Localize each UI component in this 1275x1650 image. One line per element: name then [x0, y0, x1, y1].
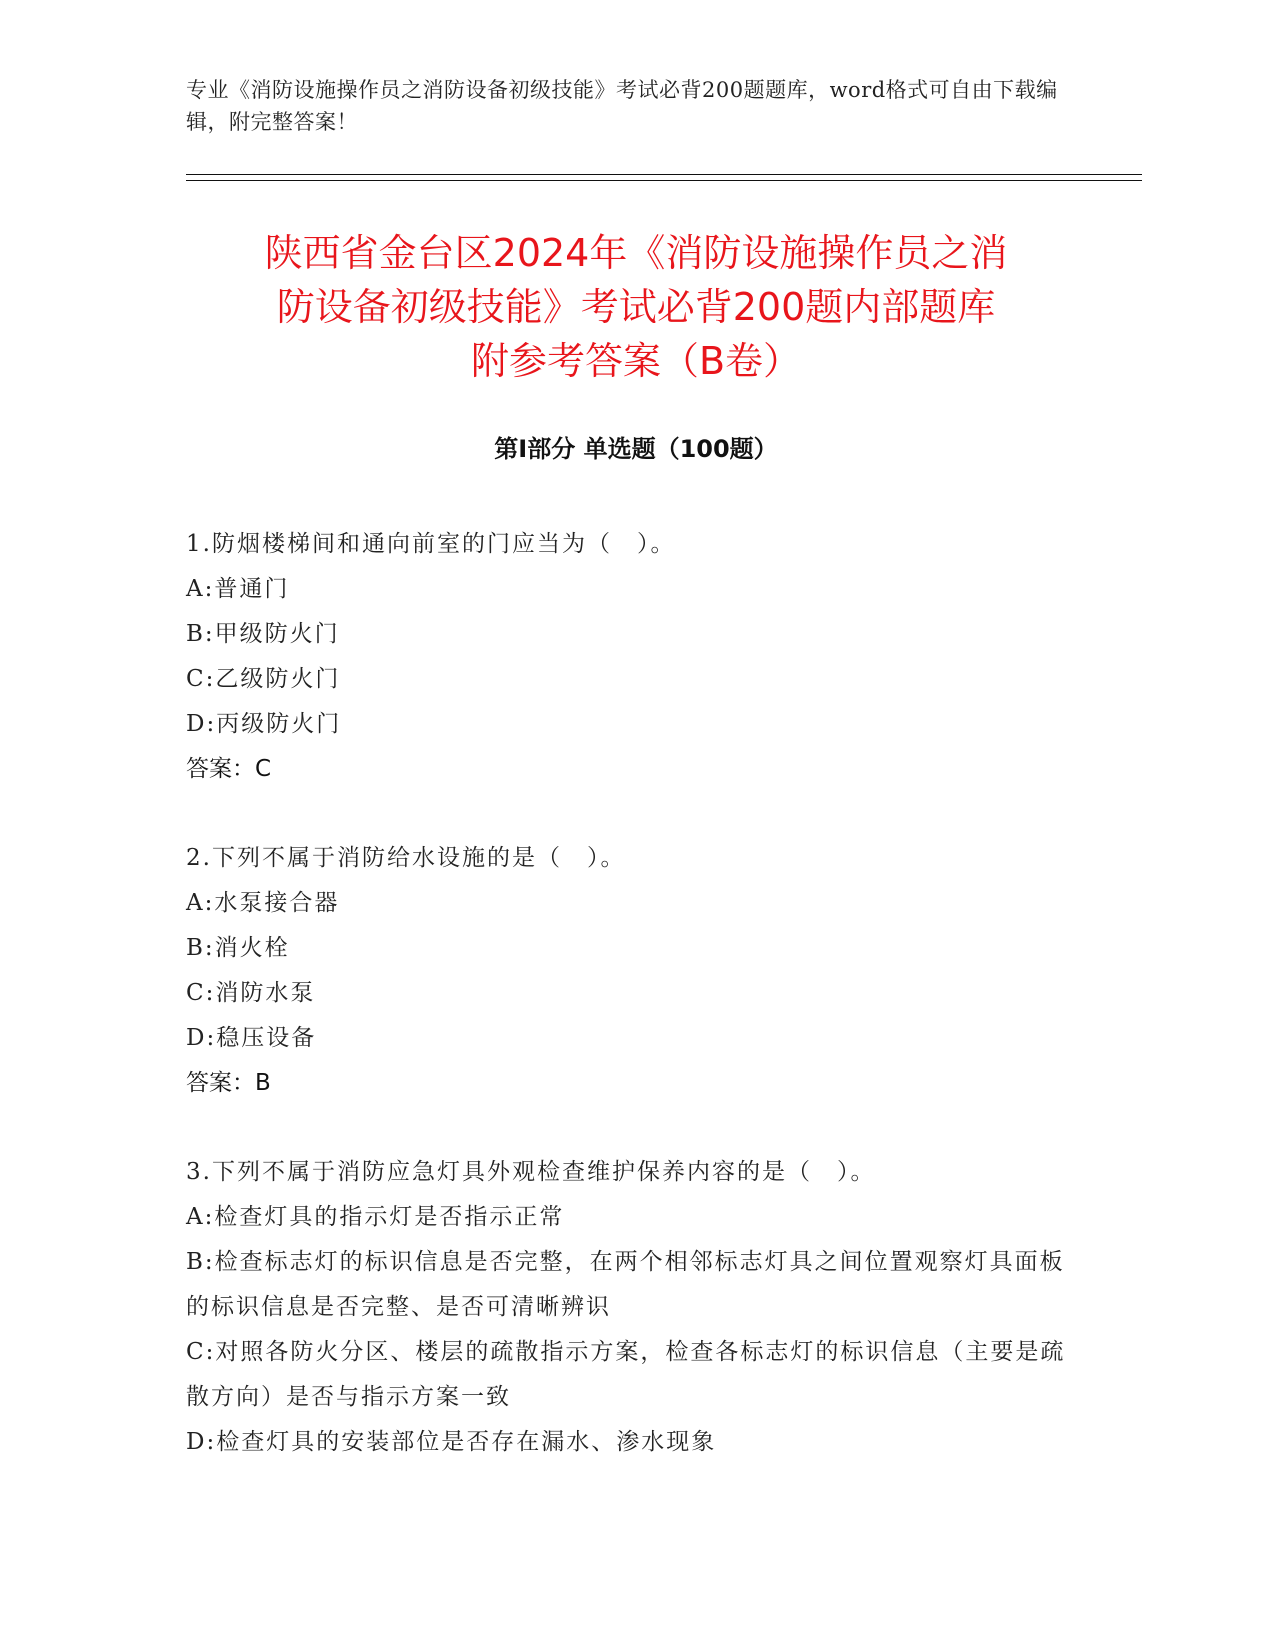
option-a: A:水泵接合器 [186, 890, 340, 916]
option-d: D:检查灯具的安装部位是否存在漏水、渗水现象 [186, 1429, 717, 1455]
option-c: C:消防水泵 [186, 980, 316, 1006]
title-line: 附参考答案（B卷） [470, 339, 802, 383]
option-b: B:检查标志灯的标识信息是否完整，在两个相邻标志灯具之间位置观察灯具面板的标识信息是否完整、是否可清晰辨识 [186, 1249, 1065, 1320]
title-line: 防设备初级技能》考试必背200题内部题库 [276, 285, 996, 329]
option-a: A:普通门 [186, 576, 290, 602]
question-stem: 2.下列不属于消防给水设施的是（ ）。 [186, 845, 626, 871]
question-item [186, 1150, 1066, 1465]
option-d: D:稳压设备 [186, 1025, 317, 1051]
answer: 答案：B [186, 1070, 271, 1096]
header-note: 专业《消防设施操作员之消防设备初级技能》考试必背200题题库，word格式可自由下载编辑，附完整答案！ [186, 78, 1058, 134]
option-b: B:甲级防火门 [186, 621, 340, 647]
question-stem: 3.下列不属于消防应急灯具外观检查维护保养内容的是（ ）。 [186, 1159, 876, 1185]
document-title [186, 226, 1086, 388]
option-c: C:乙级防火门 [186, 666, 341, 692]
option-d: D:丙级防火门 [186, 711, 342, 737]
option-c: C:对照各防火分区、楼层的疏散指示方案，检查各标志灯的标识信息（主要是疏散方向）是否与指示方案一致 [186, 1339, 1066, 1410]
question-stem: 1.防烟楼梯间和通向前室的门应当为（ ）。 [186, 531, 676, 557]
header-rule-top [186, 174, 1142, 175]
section-title: 第Ⅰ部分 单选题（100题） [494, 435, 778, 463]
option-a: A:检查灯具的指示灯是否指示正常 [186, 1204, 565, 1230]
question-item [186, 522, 1066, 792]
question-list [186, 522, 1066, 1509]
answer: 答案：C [186, 756, 272, 782]
title-line: 陕西省金台区2024年《消防设施操作员之消 [264, 231, 1008, 275]
option-b: B:消火栓 [186, 935, 290, 961]
question-item [186, 836, 1066, 1106]
header-rule-bottom [186, 180, 1142, 181]
